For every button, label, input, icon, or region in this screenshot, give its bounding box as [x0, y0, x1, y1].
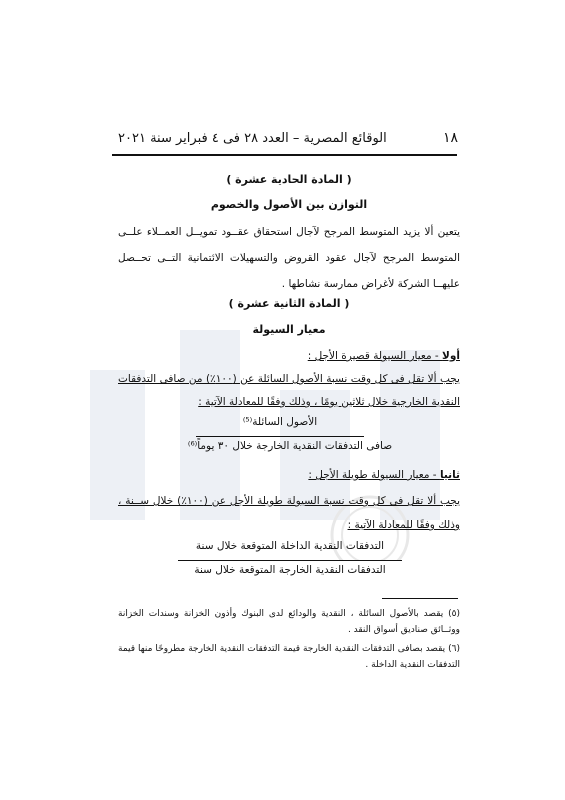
liquidity-short-heading	[118, 344, 460, 368]
header-rule	[112, 154, 457, 156]
publication-title: الوقائع المصرية – العدد ٢٨ فى ٤ فبراير سنة ٢٠٢١	[118, 130, 387, 146]
article-12-title: ( المادة الثانية عشرة )	[228, 297, 350, 310]
article-11-title: ( المادة الحادية عشرة )	[226, 173, 352, 186]
footnote-rule	[382, 598, 458, 599]
article-12-subtitle: معيار السيولة	[252, 323, 326, 336]
article-11-text: يتعين ألا يزيد المتوسط المرجح لآجال استحقاق عقــود تمويــل العمــلاء علــى المتوسط المرجح لآجال عقود القروض والتسهيلات الائتمانية التــى تحــصل عليهــا الشركة لأغراض ممارسة نشاطها .	[118, 226, 460, 290]
page-header	[118, 128, 458, 148]
section-label-second: ثانيا	[439, 469, 460, 481]
section-label-first: أولا	[442, 350, 460, 362]
article-11-subtitle: التوازن بين الأصول والخصوم	[210, 198, 368, 211]
section-heading-second: - معيار السيولة طويلة الأجل :	[308, 469, 440, 481]
section-heading-first: - معيار السيولة قصيرة الأجل :	[307, 350, 443, 362]
liquidity-long-text: يجب ألا تقل فى كل وقت نسبة السيولة طويلة الأجل عن (١٠٠٪) خلال ســنة ، وذلك وفقًا للمعادلة الآتية :	[118, 495, 460, 531]
formula2-denominator: التدفقات النقدية الخارجة المتوقعة خلال سنة	[194, 564, 386, 576]
formula1-line	[196, 436, 364, 437]
formula1-denominator: صافى التدفقات النقدية الخارجة خلال ٣٠ يوماً⁽⁶⁾	[187, 440, 393, 452]
formula2-line	[178, 560, 402, 561]
page-number: ١٨	[442, 130, 458, 146]
footnote-5: (٥) يقصد بالأصول السائلة ، النقدية والودائع لدى البنوك وأذون الخزانة وسندات الخزانة ووثــائق صناديق أسواق النقد .	[118, 609, 460, 635]
liquidity-long-heading	[118, 463, 460, 487]
formula2-numerator: التدفقات النقدية الداخلة المتوقعة خلال سنة	[195, 540, 385, 552]
footnote-6: (٦) يقصد بصافى التدفقات النقدية الخارجة قيمة التدفقات النقدية الخارجة مطروحًا منها قيمة التدفقات النقدية الداخلة .	[118, 644, 460, 670]
liquidity-short-text: يجب ألا تقل فى كل وقت نسبة الأصول السائلة عن (١٠٠٪) من صافى التدفقات النقدية الخارجية خلال ثلاثين يومًا ، وذلك وفقًا للمعادلة الآتية :	[118, 373, 460, 408]
formula1-numerator: الأصول السائلة⁽⁵⁾	[242, 416, 318, 428]
